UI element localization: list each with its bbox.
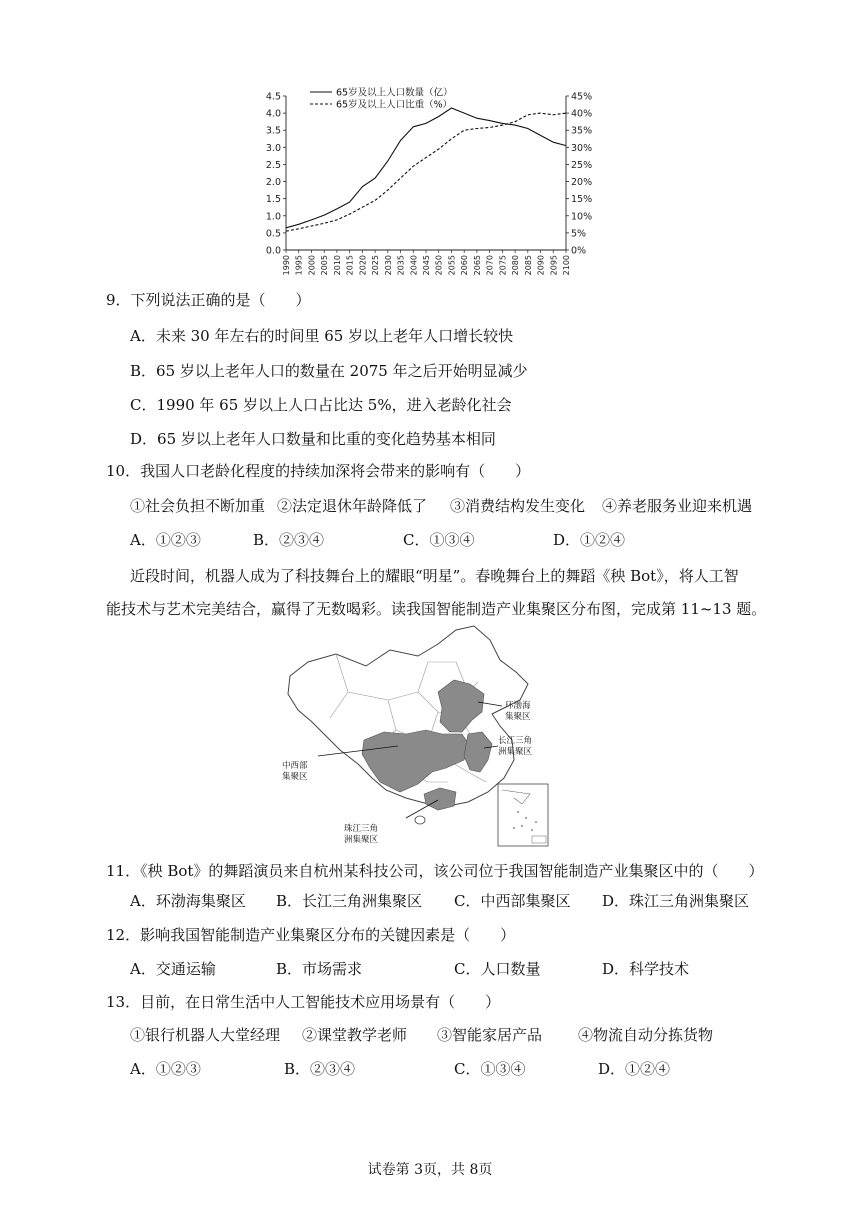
left-tick-label: 1.0 bbox=[265, 211, 281, 223]
right-tick-label: 20% bbox=[571, 177, 593, 189]
series-line-population bbox=[286, 108, 566, 228]
hainan-island bbox=[415, 816, 425, 824]
x-tick-label: 2020 bbox=[358, 255, 368, 276]
q13-option-c: C．①③④ bbox=[454, 1060, 526, 1078]
chart-axes bbox=[286, 96, 566, 250]
inset-scale-box bbox=[532, 836, 546, 843]
chart-series bbox=[286, 108, 566, 231]
q13-item-1: ①银行机器人大堂经理 bbox=[130, 1026, 281, 1044]
q11-stem: 11．《秧 Bot》的舞蹈演员来自杭州某科技公司，该公司位于我国智能制造产业集聚区中的（ ） bbox=[106, 862, 764, 880]
left-tick-label: 1.5 bbox=[265, 194, 281, 206]
q10-option-c: C．①③④ bbox=[403, 531, 475, 549]
x-tick-label: 2010 bbox=[332, 255, 342, 276]
right-tick-label: 30% bbox=[571, 142, 593, 154]
x-tick-label: 2065 bbox=[472, 255, 482, 276]
q9-option-a: A．未来 30 年左右的时间里 65 岁以上老年人口增长较快 bbox=[130, 327, 514, 345]
x-tick-label: 2090 bbox=[536, 255, 546, 276]
left-tick-label: 3.0 bbox=[265, 142, 281, 154]
x-tick-label: 2095 bbox=[549, 255, 559, 276]
x-tick-label: 2040 bbox=[409, 255, 419, 276]
q10-option-d: D．①②④ bbox=[553, 531, 626, 549]
q9-option-d: D．65 岁以上老年人口数量和比重的变化趋势基本相同 bbox=[130, 430, 496, 448]
label-pearl-1: 珠江三角 bbox=[344, 824, 379, 834]
q11-option-a: A．环渤海集聚区 bbox=[130, 892, 246, 910]
left-tick-label: 2.5 bbox=[265, 159, 281, 171]
q10-item-4: ④养老服务业迎来机遇 bbox=[602, 497, 753, 515]
x-tick-label: 2035 bbox=[396, 255, 406, 276]
legend-label: 65岁及以上人口数量（亿） bbox=[336, 87, 453, 99]
x-tick-label: 2055 bbox=[447, 255, 457, 276]
x-tick-label: 1995 bbox=[294, 255, 304, 276]
label-yangtze-2: 洲集聚区 bbox=[498, 747, 533, 757]
aging-population-chart bbox=[250, 84, 610, 284]
right-tick-label: 40% bbox=[571, 108, 593, 120]
right-tick-label: 15% bbox=[571, 194, 593, 206]
x-tick-label: 2060 bbox=[460, 255, 470, 276]
x-tick-label: 2075 bbox=[498, 255, 508, 276]
q13-stem: 13．目前，在日常生活中人工智能技术应用场景有（ ） bbox=[106, 993, 501, 1011]
left-tick-label: 0.5 bbox=[265, 228, 281, 240]
q12-option-c: C．人口数量 bbox=[454, 960, 541, 978]
q13-option-d: D．①②④ bbox=[598, 1060, 671, 1078]
x-tick-label: 2005 bbox=[320, 255, 330, 276]
q10-item-2: ②法定退休年龄降低了 bbox=[277, 497, 428, 515]
q12-option-b: B．市场需求 bbox=[276, 960, 363, 978]
label-bohai-2: 集聚区 bbox=[505, 712, 531, 722]
label-yangtze-1: 长江三角 bbox=[498, 736, 533, 746]
x-tick-label: 2050 bbox=[434, 255, 444, 276]
q9-option-b: B．65 岁以上老年人口的数量在 2075 年之后开始明显减少 bbox=[130, 362, 528, 380]
q10-option-b: B．②③④ bbox=[253, 531, 325, 549]
china-intelligent-manufacturing-map bbox=[278, 622, 558, 848]
x-tick-label: 2080 bbox=[511, 255, 521, 276]
label-central-2: 集聚区 bbox=[282, 772, 308, 782]
x-tick-label: 2070 bbox=[485, 254, 495, 276]
right-tick-label: 10% bbox=[571, 211, 593, 223]
left-tick-label: 0.0 bbox=[265, 245, 281, 257]
q13-item-2: ②课堂教学老师 bbox=[302, 1026, 408, 1044]
q12-option-a: A．交通运输 bbox=[130, 960, 216, 978]
left-tick-label: 4.5 bbox=[265, 91, 281, 103]
x-tick-label: 2045 bbox=[422, 255, 431, 276]
q12-stem: 12．影响我国智能制造产业集聚区分布的关键因素是（ ） bbox=[106, 926, 516, 944]
q12-option-d: D．科学技术 bbox=[602, 960, 690, 978]
q13-item-3: ③智能家居产品 bbox=[437, 1026, 543, 1044]
x-tick-label: 2025 bbox=[371, 255, 381, 276]
q10-option-a: A．①②③ bbox=[130, 531, 201, 549]
label-pearl-2: 洲集聚区 bbox=[344, 835, 379, 845]
right-tick-label: 0% bbox=[571, 245, 587, 257]
q9-stem: 9．下列说法正确的是（ ） bbox=[106, 291, 311, 309]
legend-label: 65岁及以上人口比重（%） bbox=[336, 99, 453, 111]
left-tick-label: 2.0 bbox=[265, 177, 281, 189]
label-bohai-1: 环渤海 bbox=[505, 701, 531, 711]
chart-legend bbox=[310, 87, 453, 111]
q13-item-4: ④物流自动分拣货物 bbox=[578, 1026, 714, 1044]
x-tick-label: 2085 bbox=[523, 255, 533, 276]
left-tick-label: 4.0 bbox=[265, 108, 281, 120]
right-tick-label: 35% bbox=[571, 125, 593, 137]
q10-item-3: ③消费结构发生变化 bbox=[450, 497, 586, 515]
right-tick-label: 45% bbox=[571, 91, 593, 103]
right-tick-label: 5% bbox=[571, 228, 587, 240]
label-central-1: 中西部 bbox=[282, 761, 308, 771]
intro-line-2: 能技术与艺术完美结合，赢得了无数喝彩。读我国智能制造产业集聚区分布图，完成第 11~13 题。 bbox=[106, 600, 767, 618]
q11-option-b: B．长江三角洲集聚区 bbox=[276, 892, 423, 910]
intro-line-1: 近段时间，机器人成为了科技舞台上的耀眼“明星”。春晚舞台上的舞蹈《秧 Bot》，将人工智 bbox=[130, 567, 739, 585]
q11-option-d: D．珠江三角洲集聚区 bbox=[602, 892, 750, 910]
right-tick-label: 25% bbox=[571, 159, 593, 171]
page-footer: 试卷第 3页，共 8页 bbox=[367, 1162, 493, 1178]
x-tick-label: 2030 bbox=[383, 255, 393, 276]
q9-option-c: C．1990 年 65 岁以上人口占比达 5%，进入老龄化社会 bbox=[130, 396, 512, 414]
left-tick-label: 3.5 bbox=[265, 125, 281, 137]
q11-option-c: C．中西部集聚区 bbox=[454, 892, 571, 910]
x-tick-label: 1990 bbox=[282, 255, 291, 276]
x-tick-label: 2100 bbox=[562, 255, 571, 276]
q10-item-1: ①社会负担不断加重 bbox=[130, 497, 266, 515]
chart-ticks bbox=[266, 92, 592, 276]
q13-option-a: A．①②③ bbox=[130, 1060, 201, 1078]
q10-stem: 10．我国人口老龄化程度的持续加深将会带来的影响有（ ） bbox=[106, 462, 531, 480]
q13-option-b: B．②③④ bbox=[284, 1060, 356, 1078]
x-tick-label: 2015 bbox=[345, 255, 355, 276]
x-tick-label: 2000 bbox=[307, 255, 317, 276]
